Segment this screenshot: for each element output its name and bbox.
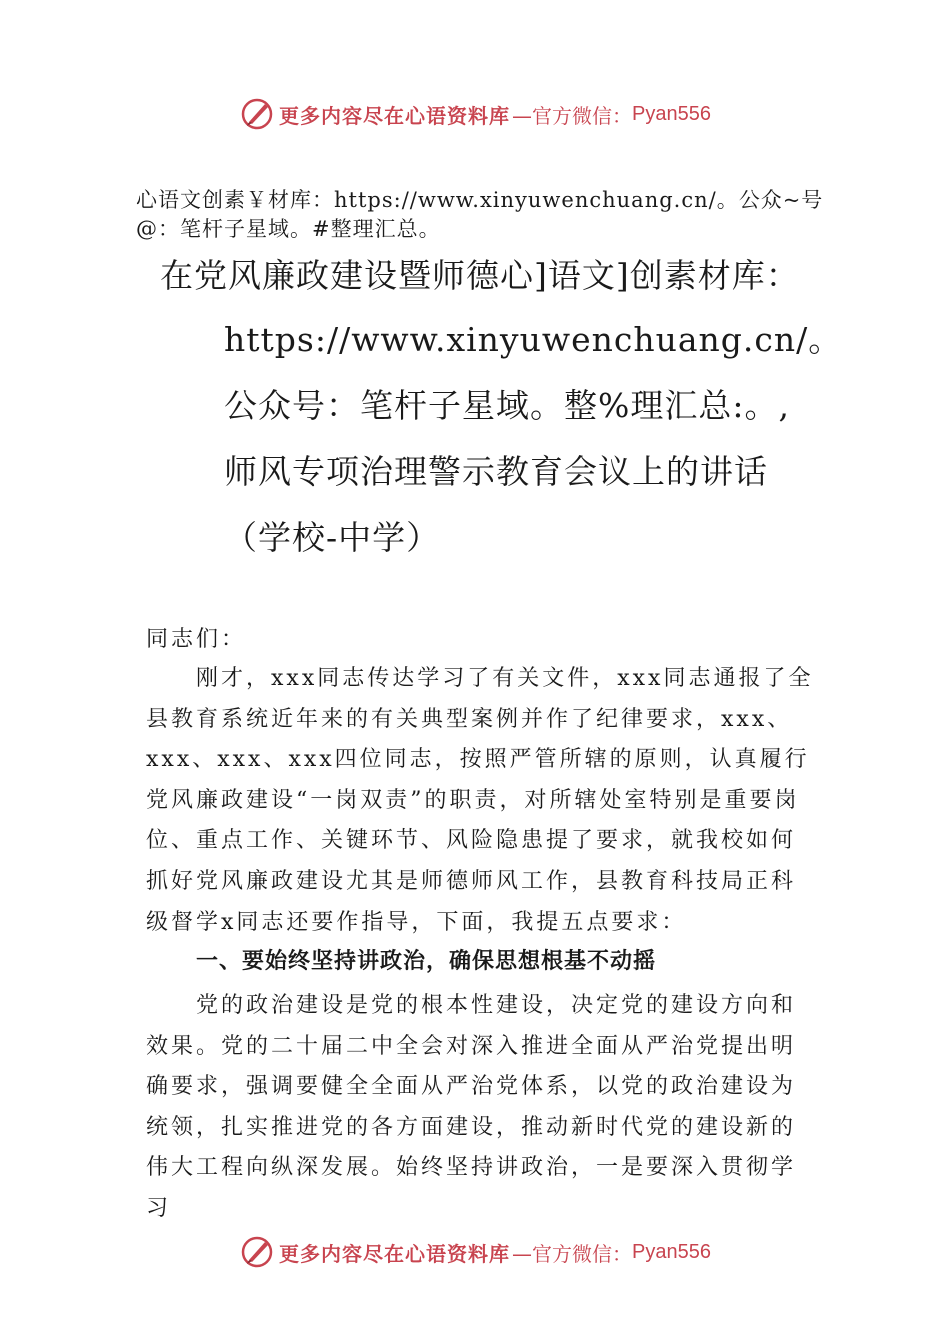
title-line-2: https://www.xinyuwenchuang.cn/。 <box>224 320 843 359</box>
brush-logo-icon <box>239 96 275 132</box>
banner-wechat-id: Pyan556 <box>632 1240 711 1263</box>
title-line-3: 公众号：笔杆子星域。整%理汇总:。, <box>224 386 790 425</box>
greeting: 同志们： <box>146 627 247 652</box>
brush-logo-icon <box>239 1234 275 1270</box>
banner-text: 更多内容尽在心语资料库 <box>279 1241 511 1266</box>
title-line-1: 在党风廉政建设暨师德心]语文]创素材库： <box>160 256 800 295</box>
watermark-banner-top <box>0 94 950 134</box>
title-line-4: 师风专项治理警示教育会议上的讲话 <box>224 452 768 491</box>
watermark-banner-bottom <box>0 1232 950 1272</box>
title-line-5: （学校-中学） <box>224 518 441 557</box>
source-note: 心语文创素￥材库：https://www.xinyuwenchuang.cn/。公众~号@：笔杆子星域。#整理汇总。 <box>136 188 824 241</box>
paragraph-2: 党的政治建设是党的根本性建设，决定党的建设方向和效果。党的二十届二中全会对深入推进全面从严治党提出明确要求，强调要健全全面从严治党体系，以党的政治建设为统领，扎实推进党的各方面建设，推动新时代党的建设新的伟大工程向纵深发展。始终坚持讲政治，一是要深入贯彻学习 <box>146 993 797 1221</box>
section-heading-1: 一、要始终坚持讲政治，确保思想根基不动摇 <box>196 949 657 974</box>
banner-text: 更多内容尽在心语资料库 <box>279 103 511 128</box>
banner-wechat-label: —官方微信： <box>512 103 633 128</box>
banner-wechat-label: —官方微信： <box>512 1241 633 1266</box>
paragraph-1: 刚才，xxx同志传达学习了有关文件，xxx同志通报了全县教育系统近年来的有关典型案例并作了纪律要求，xxx、xxx、xxx、xxx四位同志，按照严管所辖的原则，认真履行党风廉政建设“一岗双责”的职责，对所辖处室特别是重要岗位、重点工作、关键环节、风险隐患提了要求，就我校如何抓好党风廉政建设尤其是师德师风工作，县教育科技局正科级督学x同志还要作指导，下面，我提五点要求： <box>146 666 814 935</box>
banner-wechat-id: Pyan556 <box>632 102 711 125</box>
